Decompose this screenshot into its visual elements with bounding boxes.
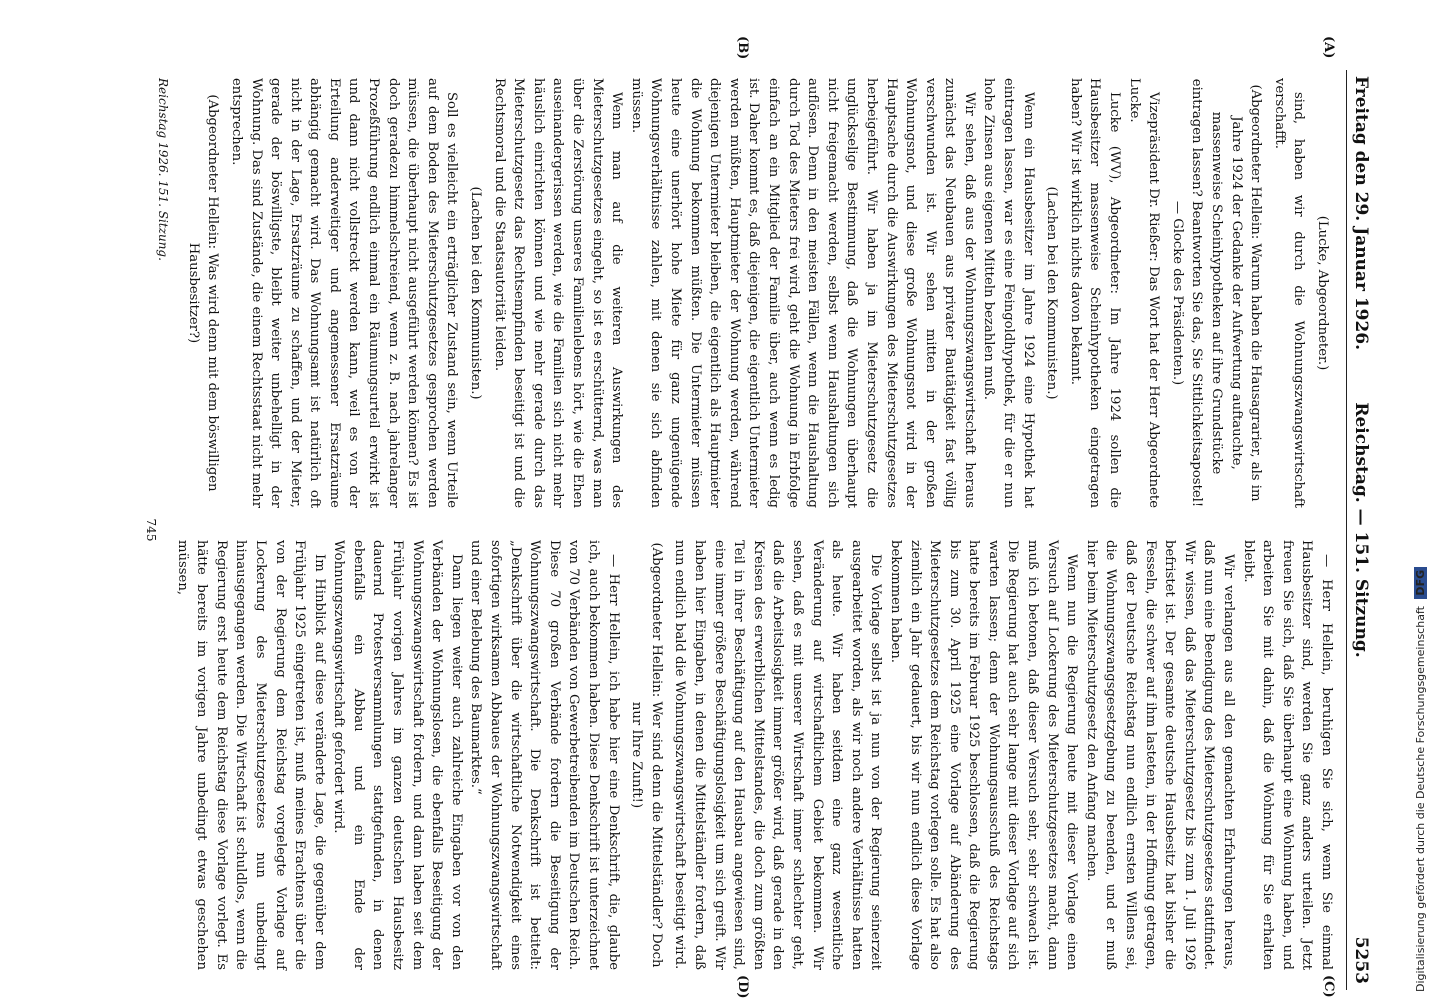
left-text-column [179, 78, 1336, 508]
page-number: 5253 [1351, 936, 1371, 984]
header-title: Reichstag. — 151. Sitzung. [1351, 402, 1371, 658]
paragraph: Soll es vielleicht ein erträglicher Zustand sein, wenn Urteile auf dem Boden des Mieterschutzgesetzes gesprochen werden müssen, die überhaupt nicht ausgeführt werden können? Es ist doch geradezu himmelschreiend, wenn z. B. nach jahrelanger Prozeßführung endlich einmal ein Räumungsurteil erwirkt ist und dann nicht vollstreckt werden kann, weil es von der Erteilung anderweitiger und angemessener Ersatzräume abhängig gemacht wird. Das Wohnungsamt ist natürlich oft nicht in der Lage, Ersatzräume zu schaffen, und der Mieter, gerade der böswilligste, bleibt weiter unbehelligt in der Wohnung. Das sind Zustände, die einem Rechtsstaat nicht mehr entsprechen. [228, 78, 460, 508]
header-date: Freitag den 29. Januar 1926. [1351, 76, 1371, 351]
margin-marker-d: (D) [735, 975, 750, 999]
margin-marker-c: (C) [1321, 975, 1336, 998]
margin-marker-b: (B) [735, 36, 750, 60]
paragraph: sind, haben wir durch die Wohnungszwangswirtschaft verschafft. [1271, 78, 1307, 508]
page-header [1346, 70, 1380, 990]
footer-page-number: 745 [144, 518, 158, 542]
paragraph: (Abgeordneter Hellein: Warum haben die Hausagrarier, als im Jahre 1924 der Gedanke der Aufwertung auftauchte, massenweise Scheinhypotheken auf ihre Grundstücke eintragen lassen? Beantworten Sie das, Sie Sittlichkeitsapostel! — Glocke des Präsidenten.) [1169, 78, 1264, 508]
paragraph: — Herr Hellein, beruhigen Sie sich, wenn Sie einmal Hausbesitzer sind, werden Sie ganz anders urteilen. Jetzt freuen Sie sich, daß Sie überhaupt eine Wohnung haben, und arbeiten Sie mit dahin, daß die Wohnung für Sie erhalten bleibt. [1240, 540, 1334, 970]
paragraph: Lucke (WV), Abgeordneter: Im Jahre 1924 sollen die Hausbesitzer massenweise Scheinhypotheken eingetragen haben? Wir ist wirklich nichts davon bekannt. [1067, 78, 1123, 508]
paragraph: Die Vorlage selbst ist ja nun von der Regierung seinerzeit ausgearbeitet worden, als wir noch andere Verhältnisse hatten als heute. Wir haben seitdem eine ganz wesentliche Veränderung auf wirtschaftlichem Gebiet bekommen. Wir sehen, daß es mit unserer Wirtschaft immer schlechter geht, daß die Arbeitslosigkeit immer größer wird, daß gerade in den Kreisen des erwerblichen Mittelstandes, die doch zum größten Teil in ihrer Beschäftigung auf den Hausbau angewiesen sind, eine immer größere Beschäftigungslosigkeit um sich greift. Wir haben hier Eingaben, in denen die Mittelständler fordern, daß nun endlich bald die Wohnungszwangswirtschaft beseitigt wird. [672, 540, 884, 970]
paragraph: (Lucke, Abgeordneter.) [1315, 215, 1330, 371]
paragraph: — Herr Hellein, ich habe hier eine Denkschrift, die, glaube ich, auch bekommen haben. Diese Denkschrift ist unterzeichnet von 70 Verbänden von Gewerbetreibenden im Deutschen Reich. Diese 70 großen Verbände fordern die Beseitigung der Wohnungszwangswirtschaft. Die Denkschrift ist betitelt: „Denkschrift über die wirtschaftliche Notwendigkeit eines sofortigen wirksamen Abbaues der Wohnungszwangswirtschaft und einer Belebung des Baumarktes.“ [468, 540, 621, 970]
margin-marker-a: (A) [1321, 36, 1336, 59]
paragraph: Wenn ein Hausbesitzer im Jahre 1924 eine Hypothek hat eintragen lassen, war es eine Feingoldhypothek, für die er nun hohe Zinsen aus eigenen Mitteln bezahlen muß. [981, 78, 1036, 508]
digitization-note [1412, 0, 1430, 1000]
paragraph: (Abgeordneter Hellein: Wer sind denn die Mittelständler? Doch nur Ihre Zunft!) [629, 542, 664, 968]
paragraph: Wenn nun die Regierung heute mit dieser Vorlage einen Versuch auf Lockerung des Mieterschutzgesetzes macht, dann muß ich betonen, daß dieser Versuch sehr, sehr schwach ist. Die Regierung hat auch sehr lange mit dieser Vorlage auf sich warten lassen; denn der Wohnungsausschuß des Reichstags hatte bereits im Februar 1925 beschlossen, daß die Regierung bis zum 30. April 1925 eine Vorlage auf Abänderung des Mieterschutzgesetzes dem Reichstag vorlegen solle. Es hat also ziemlich ein Jahr gedauert, bis wir nun endlich diese Vorlage bekommen haben. [887, 540, 1080, 970]
document-page [120, 36, 1380, 999]
paragraph: Vizepräsident Dr. Rießer: Das Wort hat der Herr Abgeordnete Lucke. [1126, 78, 1162, 508]
digitization-text: Digitalisierung gefördert durch die Deutsche Forschungsgemeinschaft [1414, 606, 1427, 992]
paragraph: Wenn man auf die weiteren Auswirkungen des Mieterschutzgesetzes eingeht, so ist es erschütternd, was man über die Zerstörung unseres Familienlebens hört, wie die Ehen auseinandergerissen werden, wie die Familien sich nicht mehr häuslich einrichten können und wie mehr gerade durch das Mieterschutzgesetz das Rechtsempfinden beseitigt ist und die Rechtsmoral und die Staatsautorität leiden. [491, 78, 625, 508]
paragraph: Wir verlangen aus all den gemachten Erfahrungen heraus, daß nun eine Beendigung des Mieterschutzgesetzes stattfindet. Wir wissen, daß das Mieterschutzgesetz bis zum 1. Juli 1926 befristet ist. Der gesamte deutsche Hausbesitz hat bisher die Fesseln, die schwer auf ihm lasteten, in der Hoffnung getragen, daß der Deutsche Reichstag nun endlich ernsten Willens sei, die Wohnungszwangsgesetzgebung zu beenden, und er muß hier beim Mieterschutzgesetz den Anfang machen. [1083, 540, 1237, 970]
footer-left: Reichstag 1926. 151. Sitzung. [156, 78, 170, 261]
paragraph: (Lachen bei den Kommunisten.) [1044, 186, 1060, 400]
paragraph: Wir sehen, daß aus der Wohnungszwangswirtschaft heraus zunächst das Neubauen aus privater Bautätigkeit fast völlig verschwunden ist. Wir sehen mitten in der großen Wohnungsnot, und diese große Wohnungsnot wird in der Hauptsache durch die Auswirkungen des Mieterschutzgesetzes herbeigeführt. Wir haben ja im Mieterschutzgesetz die unglückselige Bestimmung, daß die Wohnungen überhaupt nicht freigemacht werden, selbst wenn Haushaltungen sich auflösen. Denn in den meisten Fällen, wenn die Haushaltung durch Tod des Mieters frei wird, geht die Wohnung in Erbfolge einfach an ein Mitglied der Familie über, auch wenn es ledig ist. Daher kommt es, daß diejenigen, die eigentlich Untermieter werden müßten, Hauptmieter der Wohnung werden, während diejenigen Untermieter bleiben, die eigentlich als Hauptmieter die Wohnung bekommen müßten. Die Untermieter müssen heute eine unerhört hohe Miete für ganz ungenügende Wohnungsverhältnisse zahlen, mit denen sie sich abfinden müssen. [628, 78, 977, 508]
paragraph: (Lachen bei den Kommunisten.) [468, 186, 484, 400]
paragraph: Im Hinblick auf diese veränderte Lage, die gegenüber dem Frühjahr 1925 eingetreten ist, muß meines Erachtens über die von der Regierung dem Reichstag vorgelegte Vorlage auf Lockerung des Mieterschutzgesetzes nun unbedingt hinausgegangen werden. Die Wirtschaft ist schuldlos, wenn die Regierung erst heute dem Reichstag diese Vorlage vorlegt. Es hätte bereits im vorigen Jahre unbedingt etwas geschehen müssen, [174, 540, 327, 970]
paragraph: Dann liegen weiter auch zahlreiche Eingaben vor von den Verbänden der Wohnungslosen, die ebenfalls Beseitigung der Wohnungszwangswirtschaft fordern, und dann haben seit dem Frühjahr vorigen Jahres im ganzen deutschen Hausbesitz dauernd Protestversammlungen stattgefunden, in denen ebenfalls ein Abbau und ein Ende der Wohnungszwangswirtschaft gefordert wird. [331, 540, 464, 970]
dfg-logo: DFG [1414, 567, 1427, 599]
right-text-column [172, 540, 1336, 970]
paragraph: (Abgeordneter Hellein: Was wird denn mit dem böswilligen Hausbesitzer?) [185, 94, 221, 492]
